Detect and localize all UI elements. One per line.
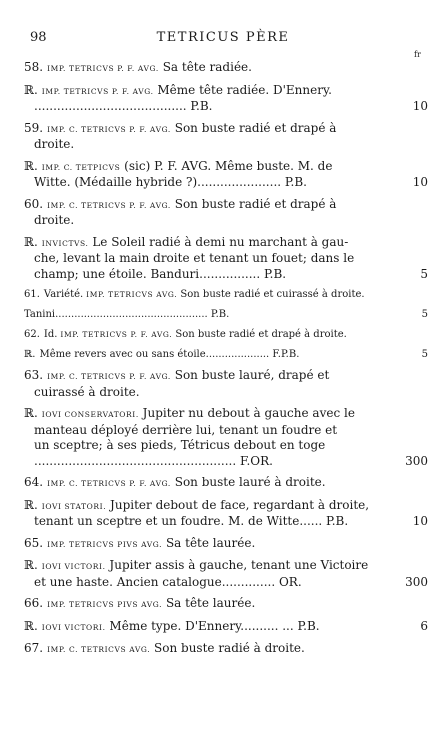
coin-legend: IOVI VICTORI.	[41, 562, 106, 571]
entry-number: 63.	[24, 368, 44, 382]
entry-text: Son buste radié et drapé à	[170, 196, 337, 211]
coin-legend: IMP. TETRICVS P. F. AVG.	[47, 64, 159, 73]
price-value: 5	[421, 349, 428, 360]
entry-text: ........................................ P.B.	[34, 99, 213, 113]
reverse-mark: ℝ.	[24, 406, 38, 420]
entry-number: 64.	[24, 475, 44, 489]
entry-text: et une haste. Ancien catalogue.............. OR.	[34, 574, 302, 589]
entry-text: Sa tête radiée.	[158, 60, 252, 74]
reverse-mark: ℝ.	[24, 618, 38, 633]
entry-line	[24, 235, 428, 252]
entry-line	[24, 558, 428, 575]
catalogue-entry	[24, 60, 428, 77]
entry-line	[24, 475, 428, 492]
entry-text: Son buste radié à droite.	[150, 641, 305, 655]
price-value: 300	[405, 453, 428, 468]
entry-number: 59.	[24, 120, 44, 135]
entry-number: 67.	[24, 641, 44, 655]
page-header	[0, 30, 446, 50]
entry-text: Sa tête laurée.	[162, 535, 256, 550]
coin-legend: IMP. TETRICVS P. F. AVG.	[41, 86, 154, 96]
catalogue-entry	[24, 235, 428, 283]
entry-text: Même tête radiée. D'Ennery.	[153, 82, 332, 97]
entry-text: Son buste radié et cuirassé à droite.	[177, 289, 365, 300]
entry-text: Witte. (Médaille hybride ?)...................... P.B.	[34, 175, 307, 189]
coin-legend: IMP. TETRICVS PIVS AVG.	[47, 539, 163, 549]
coin-legend: IMP. C. TETRICVS P. F. AVG.	[47, 372, 171, 381]
entry-text: Son buste lauré à droite.	[170, 475, 326, 489]
reverse-mark: ℝ.	[24, 234, 38, 249]
entry-text: tenant un sceptre et un foudre. M. de Witte...... P.B.	[34, 514, 349, 528]
entry-line	[24, 83, 428, 100]
coin-legend: IMP. TETRICVS P. F. AVG.	[57, 330, 173, 339]
entry-text: Sa tête laurée.	[162, 596, 256, 610]
coin-legend: IOVI STATORI.	[41, 501, 107, 511]
reverse-mark: ℝ.	[24, 558, 38, 572]
price-value: 10	[412, 99, 428, 113]
price-value: 300	[405, 574, 428, 589]
page-number: 98	[30, 30, 47, 45]
entry-line	[24, 328, 428, 342]
entry-line	[24, 159, 428, 176]
entry-text: Tanini................................................ P.B.	[24, 309, 230, 320]
entry-line	[24, 288, 428, 302]
catalogue-entry	[24, 558, 428, 590]
entry-line	[24, 454, 428, 470]
coin-legend: IOVI VICTORI.	[41, 622, 106, 632]
entry-text: Même type. D'Ennery.......... ... P.B.	[105, 618, 320, 633]
catalogue-entries	[24, 60, 428, 664]
entry-number: 60.	[24, 196, 44, 211]
entry-number: 58.	[24, 60, 44, 74]
entry-number: 66.	[24, 596, 44, 610]
reverse-mark: ℝ.	[24, 158, 38, 173]
price-value: 10	[412, 175, 428, 189]
entry-text: che, levant la main droite et tenant un fouet; dans le	[34, 251, 355, 265]
entry-text: Le Soleil radié à demi nu marchant à gau-	[88, 234, 349, 249]
catalogue-entry	[24, 348, 428, 362]
entry-text: Id.	[43, 329, 58, 340]
entry-text: cuirassé à droite.	[34, 384, 140, 399]
margin-note: fr	[414, 50, 421, 59]
reverse-mark: ℝ.	[24, 497, 38, 512]
entry-text: Son buste radié et drapé à droite.	[172, 329, 347, 340]
reverse-mark: ℝ.	[24, 349, 36, 360]
entry-text: ..................................................... F.OR.	[34, 453, 273, 468]
price-value: 10	[412, 514, 428, 528]
coin-legend: IMP. C. TETRICVS AVG.	[47, 645, 151, 654]
entry-line	[24, 175, 428, 191]
entry-line	[24, 251, 428, 267]
entry-line	[24, 368, 428, 385]
entry-text: Jupiter assis à gauche, tenant une Victoire	[105, 558, 369, 572]
entry-text: droite.	[34, 213, 75, 227]
entry-line	[24, 137, 428, 153]
entry-line	[24, 536, 428, 553]
coin-legend: IMP. C. TETRICVS P. F. AVG.	[47, 124, 171, 134]
catalogue-entry	[24, 121, 428, 153]
entry-text: Variété.	[43, 289, 84, 300]
entry-text: champ; une étoile. Banduri................ P.B.	[34, 266, 287, 281]
entry-line	[24, 619, 428, 636]
coin-legend: IMP. C. TETPICVS	[41, 162, 121, 172]
coin-legend: IMP. TETRICVS PIVS AVG.	[47, 600, 163, 609]
entry-line	[24, 99, 428, 115]
entry-text: Jupiter debout de face, regardant à droite,	[106, 497, 370, 512]
coin-legend: IOVI CONSERVATORI.	[41, 410, 139, 419]
coin-legend: IMP. C. TETRICVS P. F. AVG.	[47, 200, 171, 210]
entry-line	[24, 596, 428, 613]
entry-line	[24, 406, 428, 423]
price-value: 5	[420, 266, 428, 281]
catalogue-entry	[24, 641, 428, 658]
running-title: TETRICUS PÈRE	[156, 30, 290, 45]
entry-line	[24, 121, 428, 138]
entry-line	[24, 348, 428, 362]
entry-line	[24, 385, 428, 401]
entry-text: (sic) P. F. AVG. Même buste. M. de	[120, 158, 333, 173]
entry-number: 62.	[24, 329, 40, 340]
catalogue-entry	[24, 328, 428, 342]
catalogue-entry	[24, 406, 428, 469]
catalogue-entry	[24, 368, 428, 400]
catalogue-entry	[24, 619, 428, 636]
entry-line	[24, 423, 428, 439]
coin-legend: INVICTVS.	[41, 238, 89, 248]
entry-text: Jupiter nu debout à gauche avec le	[138, 406, 355, 420]
entry-line	[24, 641, 428, 658]
coin-legend: IMP. C. TETRICVS P. F. AVG.	[47, 479, 171, 488]
entry-line	[24, 438, 428, 454]
entry-number: 61.	[24, 289, 40, 300]
entry-text: Son buste radié et drapé à	[170, 120, 337, 135]
entry-line	[24, 514, 428, 530]
catalogue-entry	[24, 197, 428, 229]
price-value: 6	[420, 618, 428, 633]
entry-number: 65.	[24, 535, 44, 550]
entry-line	[24, 197, 428, 214]
entry-text: Même revers avec ou sans étoile.................... F.P.B.	[39, 349, 300, 360]
reverse-mark: ℝ.	[24, 82, 38, 97]
entry-line	[24, 267, 428, 283]
catalogue-entry	[24, 288, 428, 302]
catalogue-entry	[24, 596, 428, 613]
coin-legend: IMP. TETRICVS AVG.	[83, 290, 178, 299]
catalogue-entry	[24, 159, 428, 191]
entry-text: Son buste lauré, drapé et	[170, 368, 330, 382]
entry-line	[24, 308, 428, 322]
entry-line	[24, 575, 428, 591]
price-value: 5	[421, 309, 428, 320]
entry-line	[24, 498, 428, 515]
entry-line	[24, 60, 428, 77]
catalogue-entry	[24, 83, 428, 115]
entry-text: manteau déployé derrière lui, tenant un foudre et	[34, 422, 338, 437]
catalogue-entry	[24, 475, 428, 492]
catalogue-entry	[24, 536, 428, 553]
catalogue-entry	[24, 498, 428, 530]
entry-line	[24, 213, 428, 229]
entry-text: un sceptre; à ses pieds, Tétricus debout en toge	[34, 438, 326, 452]
entry-text: droite.	[34, 137, 75, 151]
catalogue-entry	[24, 308, 428, 322]
